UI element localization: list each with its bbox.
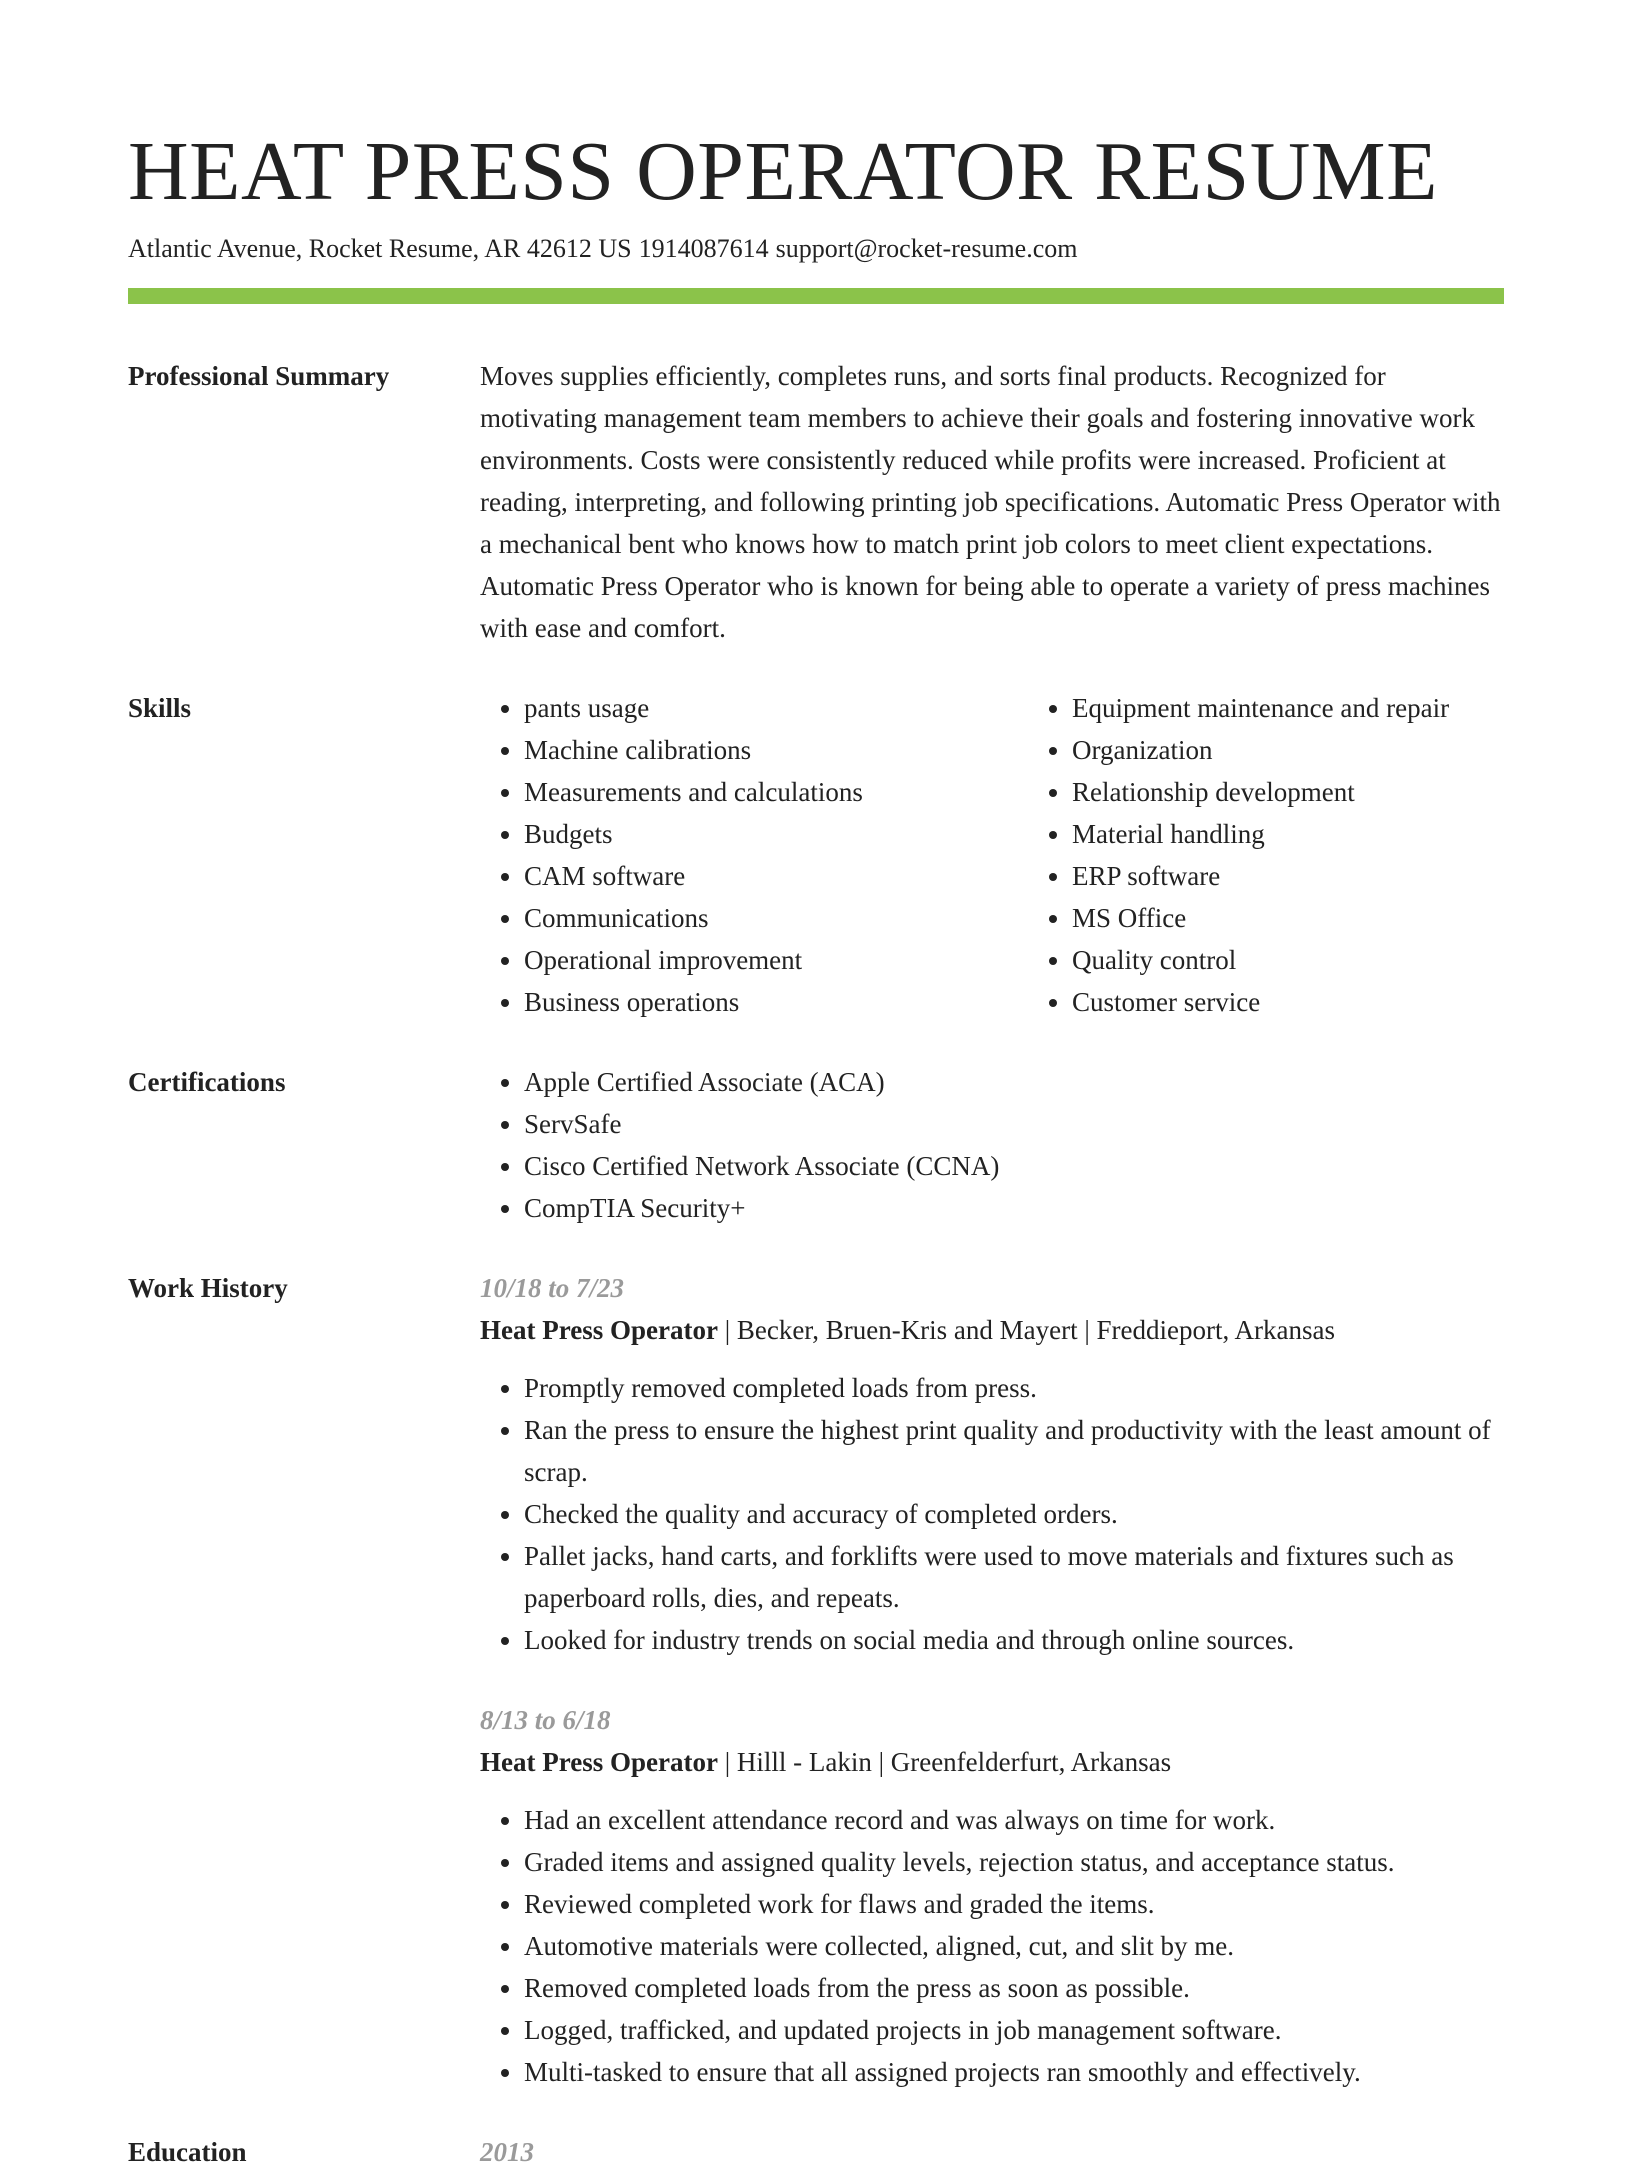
- header-divider: [128, 288, 1504, 304]
- contact-email: support@rocket-resume.com: [775, 234, 1078, 263]
- job-dates: 8/13 to 6/18: [480, 1705, 611, 1735]
- work-history-section: [128, 1267, 1504, 2093]
- job-bullet: • Looked for industry trends on social media and through online sources.: [524, 1619, 1504, 1661]
- skill-item: • CAM software: [524, 855, 1028, 897]
- job-title: Heat Press Operator: [480, 1747, 718, 1777]
- certification-item: • ServSafe: [524, 1103, 1504, 1145]
- job-employer-location: | Hilll - Lakin | Greenfelderfurt, Arkansas: [717, 1747, 1172, 1777]
- contact-phone: 1914087614: [638, 234, 769, 263]
- skill-item: • Budgets: [524, 813, 1028, 855]
- job-bullet: • Reviewed completed work for flaws and graded the items.: [524, 1883, 1504, 1925]
- skill-item: • Machine calibrations: [524, 729, 1028, 771]
- skills-list-left: [480, 687, 1028, 1023]
- job-bullet: • Checked the quality and accuracy of completed orders.: [524, 1493, 1504, 1535]
- job-heading: [480, 1309, 1504, 1351]
- skill-item: • Business operations: [524, 981, 1028, 1023]
- skill-item: • Operational improvement: [524, 939, 1028, 981]
- skill-item: • Equipment maintenance and repair: [1072, 687, 1576, 729]
- certification-item: • Apple Certified Associate (ACA): [524, 1061, 1504, 1103]
- education-year: 2013: [480, 2137, 534, 2167]
- job-bullets: [480, 1799, 1504, 2093]
- work-history-heading: Work History: [128, 1273, 288, 1303]
- skill-item: • ERP software: [1072, 855, 1576, 897]
- job-entry: [480, 1699, 1504, 2093]
- job-bullet: • Had an excellent attendance record and was always on time for work.: [524, 1799, 1504, 1841]
- job-bullet: • Multi-tasked to ensure that all assigned projects ran smoothly and effectively.: [524, 2051, 1504, 2093]
- skill-item: • Material handling: [1072, 813, 1576, 855]
- skill-item: • Organization: [1072, 729, 1576, 771]
- job-bullet: • Promptly removed completed loads from press.: [524, 1367, 1504, 1409]
- job-bullet: • Removed completed loads from the press as soon as possible.: [524, 1967, 1504, 2009]
- job-bullet: • Ran the press to ensure the highest print quality and productivity with the least amount of scrap.: [524, 1409, 1504, 1493]
- skill-item: • Quality control: [1072, 939, 1576, 981]
- job-bullet: • Logged, trafficked, and updated projects in job management software.: [524, 2009, 1504, 2051]
- job-bullet: • Graded items and assigned quality levels, rejection status, and acceptance status.: [524, 1841, 1504, 1883]
- skills-list-right: [1028, 687, 1576, 1023]
- skill-item: • Relationship development: [1072, 771, 1576, 813]
- job-title: Heat Press Operator: [480, 1315, 718, 1345]
- contact-address: Atlantic Avenue, Rocket Resume, AR 42612 US: [128, 234, 632, 263]
- skill-item: • Customer service: [1072, 981, 1576, 1023]
- job-bullets: [480, 1367, 1504, 1661]
- skills-heading: Skills: [128, 693, 192, 723]
- certifications-heading: Certifications: [128, 1067, 286, 1097]
- summary-heading: Professional Summary: [128, 361, 390, 391]
- skill-item: • pants usage: [524, 687, 1028, 729]
- education-section: [128, 2131, 1504, 2173]
- education-heading: Education: [128, 2137, 247, 2167]
- work-history-list: [480, 1267, 1504, 2093]
- summary-section: [128, 355, 1504, 649]
- job-entry: [480, 1267, 1504, 1661]
- certification-item: • Cisco Certified Network Associate (CCNA): [524, 1145, 1504, 1187]
- certification-item: • CompTIA Security+: [524, 1187, 1504, 1229]
- job-dates: 10/18 to 7/23: [480, 1273, 625, 1303]
- job-employer-location: | Becker, Bruen-Kris and Mayert | Freddieport, Arkansas: [717, 1315, 1335, 1345]
- contact-line: [128, 232, 1504, 266]
- skill-item: • Measurements and calculations: [524, 771, 1028, 813]
- resume-title: HEAT PRESS OPERATOR RESUME: [128, 125, 1438, 218]
- skills-section: [128, 687, 1504, 1023]
- summary-text: Moves supplies efficiently, completes runs, and sorts final products. Recognized for motivating management team members to achieve their goals and fostering innovative work environments. Costs were consistently reduced while profits were increased. Proficient at reading, interpreting, and following printing job specifications. Automatic Press Operator with a mechanical bent who knows how to match print job colors to meet client expectations. Automatic Press Operator who is known for being able to operate a variety of press machines with ease and comfort.: [480, 361, 1501, 643]
- job-heading: [480, 1741, 1504, 1783]
- certifications-list: [480, 1061, 1504, 1229]
- skill-item: • MS Office: [1072, 897, 1576, 939]
- job-bullet: • Pallet jacks, hand carts, and forklifts were used to move materials and fixtures such as paperboard rolls, dies, and repeats.: [524, 1535, 1504, 1619]
- job-bullet: • Automotive materials were collected, aligned, cut, and slit by me.: [524, 1925, 1504, 1967]
- certifications-section: [128, 1061, 1504, 1229]
- resume-page: [128, 124, 1504, 2173]
- skill-item: • Communications: [524, 897, 1028, 939]
